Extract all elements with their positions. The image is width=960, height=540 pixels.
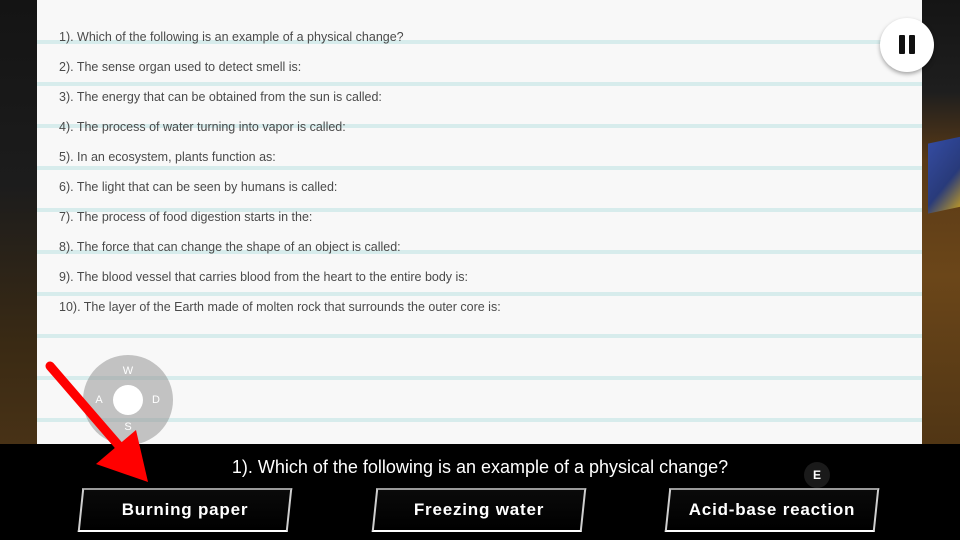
question-item: 6). The light that can be seen by humans is called:: [59, 180, 338, 194]
red-arrow-icon: [40, 360, 160, 490]
answer-button-2[interactable]: [372, 488, 587, 532]
game-scene-right: [922, 0, 960, 460]
joystick-key-a: A: [95, 394, 103, 406]
question-item: 3). The energy that can be obtained from the sun is called:: [59, 90, 382, 104]
answer-label: Burning paper: [121, 500, 249, 519]
joystick-key-d: D: [152, 394, 160, 406]
question-item: 4). The process of water turning into vapor is called:: [59, 120, 346, 134]
interact-key-hint: E: [804, 462, 830, 488]
answer-button-3[interactable]: [665, 488, 880, 532]
question-item: 8). The force that can change the shape of an object is called:: [59, 240, 401, 254]
game-scene-left: [0, 0, 38, 460]
scene-object: [928, 136, 960, 213]
current-question-text: 1). Which of the following is an example of a physical change?: [231, 457, 729, 477]
joystick-key-w: W: [122, 365, 134, 377]
joystick-key-s: S: [124, 421, 132, 433]
question-item: 9). The blood vessel that carries blood from the heart to the entire body is:: [59, 270, 469, 284]
question-list: [59, 28, 501, 328]
answer-button-1[interactable]: [78, 488, 293, 532]
question-item: 10). The layer of the Earth made of molten rock that surrounds the outer core is:: [59, 300, 501, 314]
answer-label: Freezing water: [413, 500, 545, 519]
question-item: 2). The sense organ used to detect smell is:: [59, 60, 302, 74]
question-item: 1). Which of the following is an example of a physical change?: [59, 30, 404, 44]
answer-label: Acid-base reaction: [688, 500, 856, 519]
pause-button[interactable]: [880, 18, 934, 72]
question-sheet: [37, 0, 922, 444]
question-item: 5). In an ecosystem, plants function as:: [59, 150, 276, 164]
question-item: 7). The process of food digestion starts in the:: [59, 210, 313, 224]
